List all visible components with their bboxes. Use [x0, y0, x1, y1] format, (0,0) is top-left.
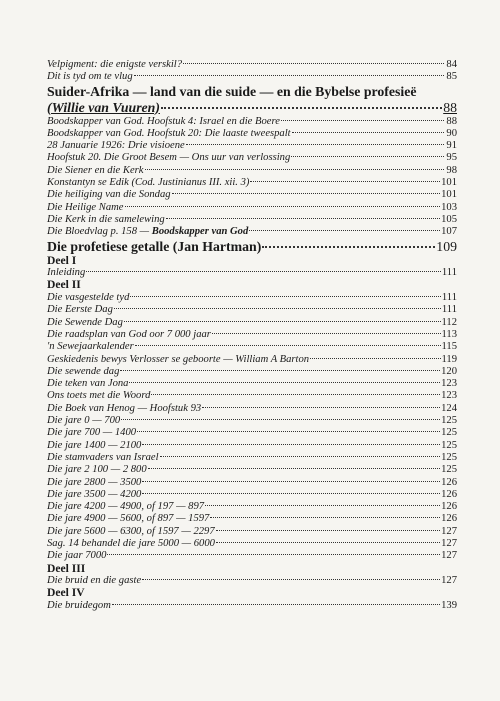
leader-dots — [186, 144, 444, 145]
page-number: 85 — [446, 71, 457, 83]
toc-entry — [47, 202, 457, 214]
page-number: 103 — [441, 201, 457, 213]
leader-dots — [130, 296, 441, 297]
page-number: 95 — [446, 152, 457, 164]
page-number: 125 — [441, 439, 457, 451]
toc-entry — [47, 501, 457, 513]
toc-entry-title: 'n Sewejaarkalender — [47, 341, 134, 353]
toc-entry — [47, 116, 457, 128]
section-heading — [47, 587, 457, 600]
leader-dots — [151, 394, 440, 395]
toc-entry-title: 28 Januarie 1926: Drie visioene — [47, 140, 185, 152]
toc-entry — [47, 600, 457, 612]
page-number: 111 — [441, 292, 457, 304]
toc-entry-title: Geskiedenis bewys Verlosser se geboorte — William A Barton — [47, 353, 310, 365]
toc-entry — [47, 440, 457, 452]
page-number: 127 — [441, 525, 457, 537]
toc-entry — [47, 152, 457, 164]
leader-dots — [202, 407, 440, 408]
leader-dots — [137, 431, 440, 432]
toc-entry — [47, 329, 457, 341]
toc-entry-title: Die jare 5600 — 6300, of 1597 — 2297 — [47, 525, 215, 537]
leader-dots — [291, 156, 444, 157]
toc-entry-title: Die sewende dag — [47, 365, 120, 377]
leader-dots — [135, 345, 441, 346]
leader-dots — [114, 308, 441, 309]
leader-dots — [281, 120, 444, 121]
toc-entry — [47, 304, 457, 316]
toc-entry-title: Die jare 2800 — 3500 — [47, 476, 142, 488]
leader-dots — [129, 382, 440, 383]
page-number: 124 — [441, 402, 457, 414]
toc-entry-title: Die Kerk in die samelewing — [47, 213, 165, 225]
page-number: 139 — [441, 600, 457, 612]
table-of-contents — [47, 59, 457, 612]
toc-entry — [47, 538, 457, 550]
toc-entry-title: Ons toets met die Woord — [47, 390, 151, 402]
page-number: 98 — [446, 164, 457, 176]
toc-entry — [47, 354, 457, 366]
page-number: 111 — [441, 267, 457, 279]
toc-entry — [47, 292, 457, 304]
toc-entry — [47, 317, 457, 329]
toc-entry-title: Die jare 4900 — 5600, of 897 — 1597 — [47, 513, 210, 525]
toc-entry — [47, 550, 457, 562]
toc-entry-title: Die jaar 7000 — [47, 550, 107, 562]
leader-dots — [216, 542, 440, 543]
page-number: 107 — [441, 226, 457, 238]
page-number: 123 — [441, 390, 457, 402]
toc-entry-title: Die profetiese getalle (Jan Hartman) — [47, 238, 262, 254]
page-number: 111 — [441, 304, 457, 316]
toc-entry — [47, 100, 457, 116]
toc-entry — [47, 165, 457, 177]
toc-entry-title: Velpigment: die enigste verskil? — [47, 59, 183, 70]
leader-dots — [124, 321, 441, 322]
toc-entry — [47, 71, 457, 83]
page-number: 90 — [446, 127, 457, 139]
page-number: 126 — [441, 488, 457, 500]
section-heading — [47, 563, 457, 576]
toc-entry — [47, 341, 457, 353]
toc-entry-title: Dit is tyd om te vlug — [47, 71, 133, 83]
toc-entry-title: Die jare 2 100 — 2 800 — [47, 464, 147, 476]
toc-entry — [47, 214, 457, 226]
leader-dots — [210, 517, 440, 518]
toc-entry-title: (Willie van Vuuren) — [47, 99, 160, 115]
toc-entry-title: Die jare 700 — 1400 — [47, 427, 137, 439]
section-heading — [47, 279, 457, 292]
toc-entry — [47, 464, 457, 476]
leader-dots — [166, 218, 440, 219]
page-number: 120 — [441, 365, 457, 377]
page-number: 101 — [441, 189, 457, 201]
toc-entry — [47, 403, 457, 415]
toc-entry-title: Die jare 1400 — 2100 — [47, 439, 142, 451]
leader-dots — [160, 456, 441, 457]
toc-entry — [47, 415, 457, 427]
leader-dots — [142, 481, 440, 482]
toc-entry — [47, 267, 457, 279]
toc-entry-title: Die Heilige Name — [47, 201, 124, 213]
toc-entry-title: Deel III — [47, 561, 86, 575]
toc-entry — [47, 226, 457, 238]
leader-dots — [121, 419, 440, 420]
toc-entry-title: Die jare 0 — 700 — [47, 415, 121, 427]
leader-dots — [172, 193, 441, 194]
leader-dots — [120, 370, 440, 371]
page-number: 105 — [441, 213, 457, 225]
toc-entry-title: Die heiliging van die Sondag — [47, 189, 171, 201]
toc-entry-title: Konstantyn se Edik (Cod. Justinianus III. xii. 3) — [47, 177, 250, 189]
page-number: 123 — [441, 378, 457, 390]
toc-entry-title: Die Sewende Dag — [47, 316, 123, 328]
leader-dots — [142, 579, 440, 580]
page-number: 115 — [441, 341, 457, 353]
leader-dots — [142, 444, 440, 445]
toc-entry — [47, 177, 457, 189]
toc-entry-title: Hoofstuk 20. Die Groot Besem — Ons uur van verlossing — [47, 152, 291, 164]
toc-entry-title: Die bruid en die gaste — [47, 575, 142, 587]
toc-entry-title: Die jare 3500 — 4200 — [47, 488, 142, 500]
toc-entry-title: Boodskapper van God. Hoofstuk 4: Israel en die Boere — [47, 115, 280, 127]
toc-entry-title: Die vasgestelde tyd — [47, 292, 130, 304]
leader-dots — [145, 169, 445, 170]
toc-entry-title: Boodskapper van God. Hoofstuk 20: Die laaste tweespalt — [47, 127, 291, 139]
section-heading — [47, 255, 457, 268]
page-number: 113 — [441, 328, 457, 340]
toc-entry-title: Deel IV — [47, 586, 85, 600]
page-number: 109 — [436, 238, 457, 254]
page-number: 84 — [446, 59, 457, 70]
toc-entry-bold-title: Boodskapper van God — [151, 226, 249, 238]
leader-dots — [142, 493, 440, 494]
page-number: 101 — [441, 177, 457, 189]
toc-entry — [47, 452, 457, 464]
toc-entry — [47, 128, 457, 140]
toc-entry-title: Die bruidegom — [47, 600, 111, 612]
page-number: 127 — [441, 537, 457, 549]
page-number: 126 — [441, 501, 457, 513]
page-number: 127 — [441, 575, 457, 587]
toc-entry — [47, 59, 457, 71]
toc-entry-title: Deel II — [47, 278, 81, 292]
leader-dots — [112, 604, 440, 605]
toc-entry — [47, 427, 457, 439]
page-number: 126 — [441, 513, 457, 525]
leader-dots — [125, 206, 441, 207]
leader-dots — [310, 358, 440, 359]
page-number: 91 — [446, 140, 457, 152]
toc-entry-title: Die Eerste Dag — [47, 304, 113, 316]
leader-dots — [250, 181, 440, 182]
toc-entry — [47, 140, 457, 152]
page-number: 125 — [441, 451, 457, 463]
page-number: 88 — [446, 115, 457, 127]
toc-entry-title: Deel I — [47, 253, 77, 267]
toc-entry — [47, 84, 457, 100]
toc-entry — [47, 513, 457, 525]
toc-entry — [47, 390, 457, 402]
toc-entry — [47, 239, 457, 255]
toc-entry-title: Die raadsplan van God oor 7 000 jaar — [47, 328, 211, 340]
toc-entry-title: Die Bloedvlag p. 158 — Boodskapper van God — [47, 226, 249, 238]
toc-entry-title: Die Siener en die Kerk — [47, 164, 144, 176]
toc-entry-title: Inleiding — [47, 267, 86, 279]
leader-dots — [216, 530, 440, 531]
leader-dots — [86, 271, 441, 272]
toc-entry — [47, 366, 457, 378]
toc-entry — [47, 189, 457, 201]
toc-entry-title: Die stamvaders van Israel — [47, 451, 159, 463]
leader-dots — [249, 230, 440, 231]
toc-entry-title: Sag. 14 behandel die jare 5000 — 6000 — [47, 537, 215, 549]
page-number: 127 — [441, 550, 457, 562]
page-number: 126 — [441, 476, 457, 488]
toc-entry — [47, 378, 457, 390]
leader-dots — [262, 246, 435, 248]
leader-dots — [292, 132, 444, 133]
page-number: 125 — [441, 464, 457, 476]
leader-dots — [205, 505, 440, 506]
toc-entry — [47, 526, 457, 538]
toc-entry — [47, 477, 457, 489]
page-number: 119 — [441, 353, 457, 365]
leader-dots — [212, 333, 441, 334]
toc-entry — [47, 489, 457, 501]
leader-dots — [148, 468, 440, 469]
toc-entry — [47, 575, 457, 587]
toc-entry-title: Die teken van Jona — [47, 378, 129, 390]
page-number: 125 — [441, 415, 457, 427]
toc-entry-title: Die jare 4200 — 4900, of 197 — 897 — [47, 501, 205, 513]
page-number: 112 — [441, 316, 457, 328]
page-number: 125 — [441, 427, 457, 439]
leader-dots — [183, 63, 444, 64]
leader-dots — [107, 554, 440, 555]
toc-entry-title: Suider-Afrika — land van die suide — en die Bybelse profesieë — [47, 83, 417, 99]
toc-entry-title: Die Boek van Henog — Hoofstuk 93 — [47, 402, 202, 414]
page-number: 88 — [443, 99, 457, 115]
leader-dots — [161, 107, 442, 109]
leader-dots — [134, 75, 444, 76]
